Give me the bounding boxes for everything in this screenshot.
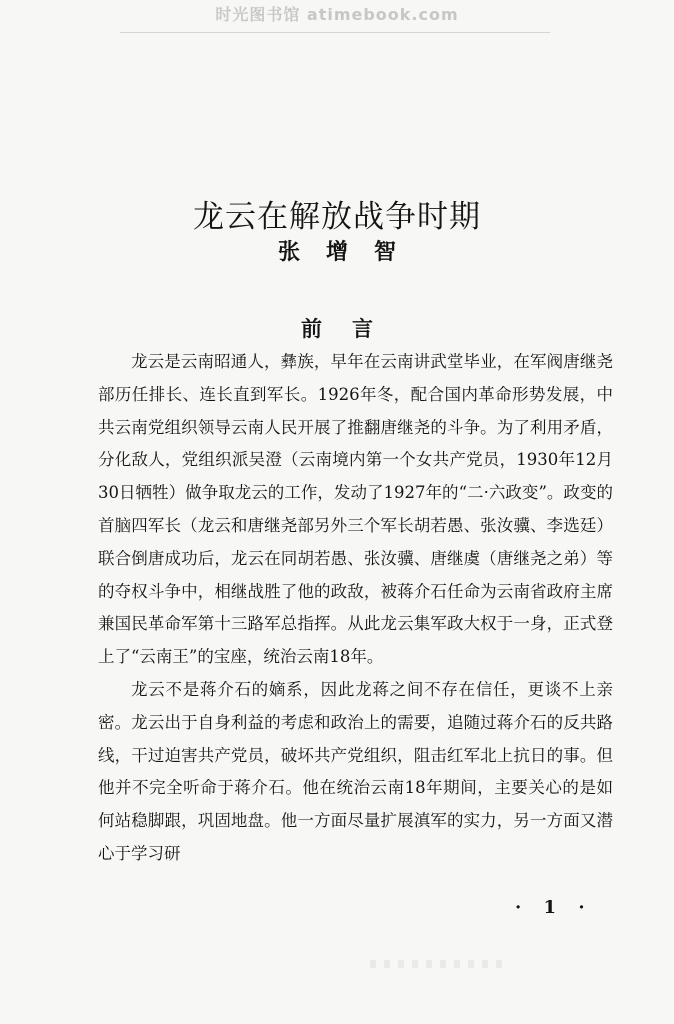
article-body (98, 346, 613, 871)
watermark-text: 时光图书馆 atimebook.com (215, 5, 459, 24)
article-author: 张增智 (277, 239, 422, 265)
paragraph: 龙云不是蒋介石的嫡系，因此龙蒋之间不存在信任，更谈不上亲密。龙云出于自身利益的考虑和政治上的需要，追随过蒋介石的反共路线，干过迫害共产党员，破坏共产党组织，阻击红军北上抗日的事。但他并不完全听命于蒋介石。他在统治云南18年期间，主要关心的是如何站稳脚跟，巩固地盘。他一方面尽量扩展滇军的实力，另一方面又潜心于学习研 (98, 679, 613, 863)
section-heading: 前言 (301, 316, 403, 342)
paragraph: 龙云是云南昭通人，彝族，早年在云南讲武堂毕业，在军阀唐继尧部历任排长、连长直到军长。1926年冬，配合国内革命形势发展，中共云南党组织领导云南人民开展了推翻唐继尧的斗争。为了利用矛盾，分化敌人，党组织派吴澄（云南境内第一个女共产党员，1930年12月30日牺牲）做争取龙云的工作，发动了1927年的“二·六政变”。政变的首脑四军长（龙云和唐继尧部另外三个军长胡若愚、张汝骥、李选廷）联合倒唐成功后，龙云在同胡若愚、张汝骥、唐继虞（唐继尧之弟）等的夺权斗争中，相继战胜了他的政敌，被蒋介石任命为云南省政府主席兼国民革命军第十三路军总指挥。从此龙云集军政大权于一身，正式登上了“云南王”的宝座，统治云南18年。 (98, 352, 613, 667)
top-divider (120, 32, 550, 33)
page-number: · 1 · (515, 897, 593, 918)
article-title: 龙云在解放战争时期 (193, 198, 481, 235)
scan-bleed-marks (370, 960, 510, 968)
